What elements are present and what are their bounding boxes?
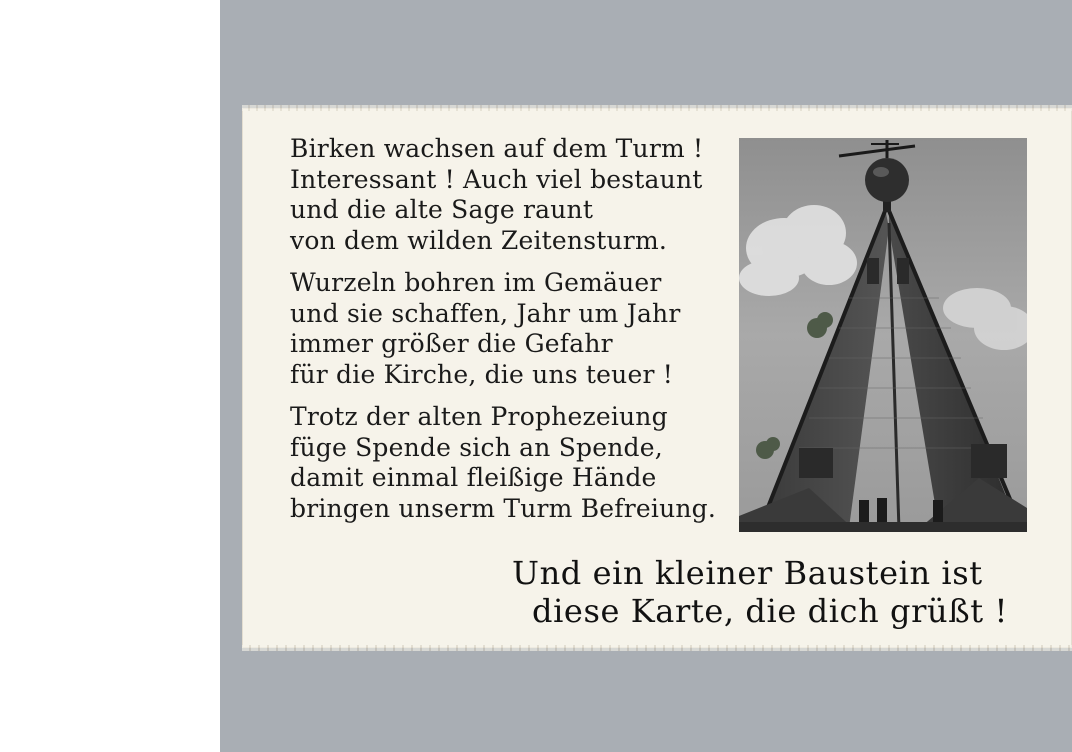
stanza-2 — [290, 268, 740, 390]
poem-line: Wurzeln bohren im Gemäuer — [290, 268, 662, 297]
closing-line: Und ein kleiner Baustein ist — [512, 554, 983, 592]
closing-lines — [512, 554, 1008, 630]
stanza-3 — [290, 402, 740, 524]
stanza-1 — [290, 134, 740, 256]
church-spire-photo — [739, 138, 1027, 532]
postcard — [242, 108, 1072, 648]
poem-line: Trotz der alten Prophezeiung — [290, 402, 668, 431]
poem-line: für die Kirche, die uns teuer ! — [290, 359, 674, 389]
poem-line: füge Spende sich an Spende, — [290, 432, 663, 462]
poem-line: damit einmal fleißige Hände — [290, 463, 657, 492]
poem-line: Birken wachsen auf dem Turm ! — [290, 134, 704, 163]
poem — [290, 134, 740, 536]
closing-line: diese Karte, die dich grüßt ! — [532, 592, 1008, 630]
poem-line: Interessant ! Auch viel bestaunt — [290, 164, 703, 194]
poem-line: von dem wilden Zeitensturm. — [290, 225, 667, 255]
poem-line: und sie schaffen, Jahr um Jahr — [290, 298, 681, 328]
poem-line: bringen unserm Turm Befreiung. — [290, 493, 717, 523]
poem-line: immer größer die Gefahr — [290, 329, 613, 358]
poem-line: und die alte Sage raunt — [290, 195, 594, 224]
